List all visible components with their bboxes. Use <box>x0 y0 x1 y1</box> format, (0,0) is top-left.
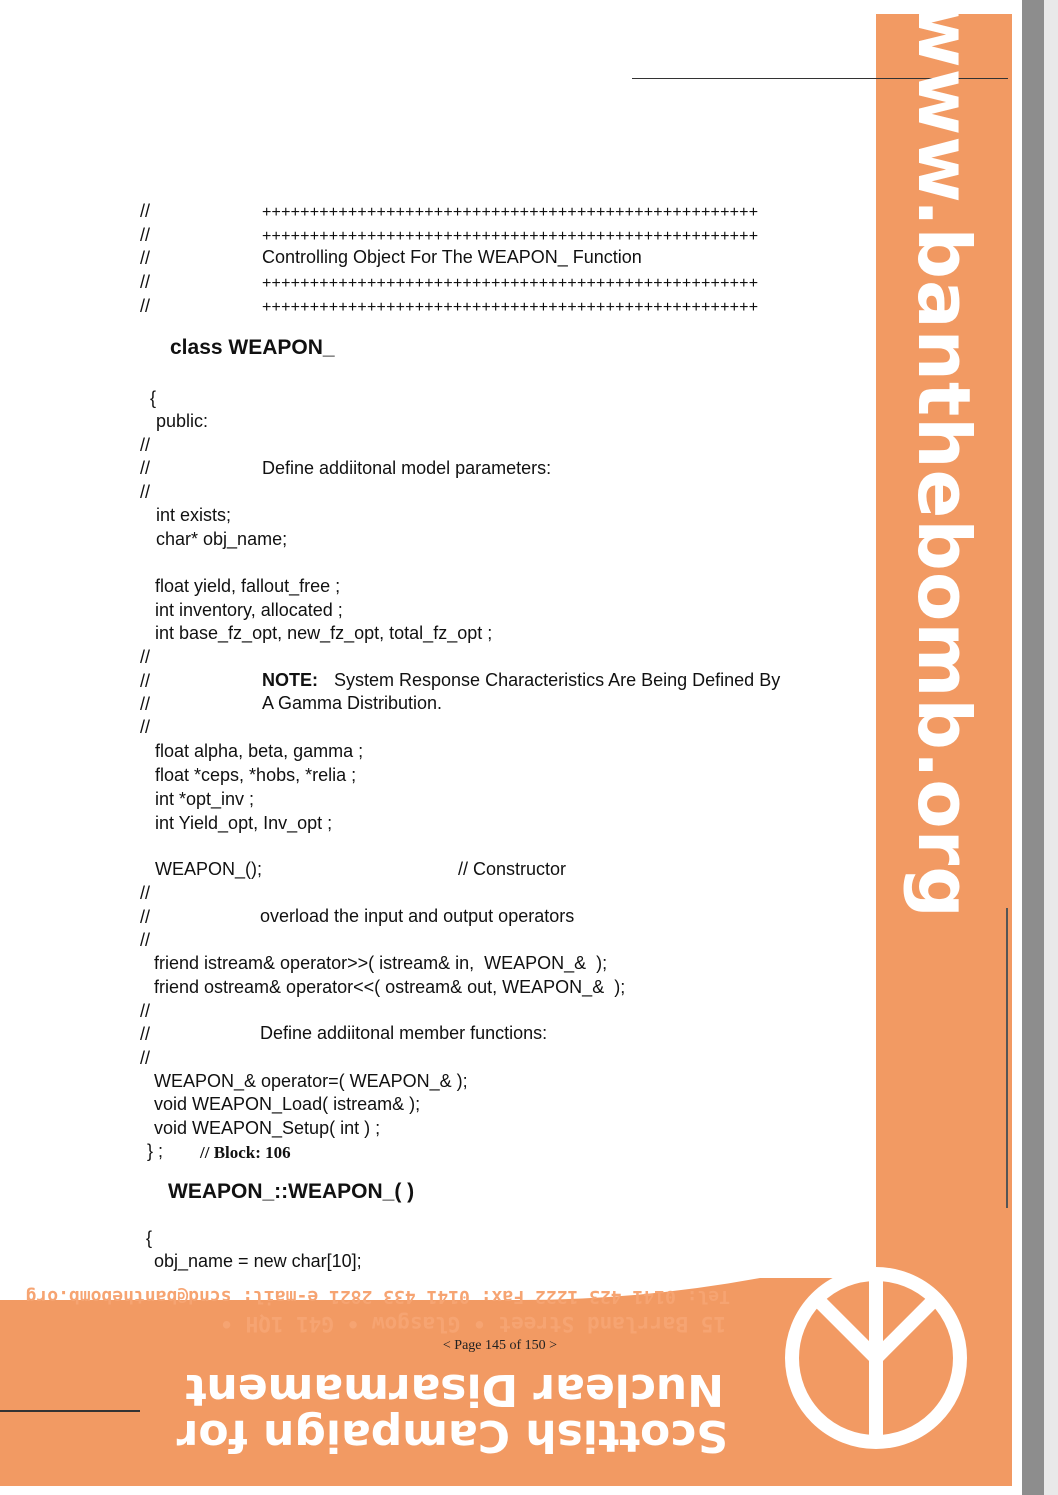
code-line: char* obj_name; <box>156 529 288 549</box>
comment-marker: // <box>140 225 151 245</box>
comment-marker: // <box>140 296 151 316</box>
comment-marker: // <box>140 647 151 667</box>
comment-marker: // <box>140 717 151 737</box>
footer-address: 15 Barrland Street • Glasgow • G41 1QH • <box>220 1312 726 1336</box>
note-text: System Response Characteristics Are Being Defined By <box>334 670 781 690</box>
constructor-heading: WEAPON_::WEAPON_( ) <box>168 1180 415 1203</box>
note-text: A Gamma Distribution. <box>262 693 443 713</box>
plus-rule: ++++++++++++++++++++++++++++++++++++++++++++++++++++ <box>262 275 759 292</box>
comment-marker: // <box>140 248 151 268</box>
scan-line-right <box>1006 908 1008 1208</box>
comment-marker: // <box>140 482 151 502</box>
code-comment: Define addiitonal model parameters: <box>262 458 552 478</box>
code-line: float alpha, beta, gamma ; <box>155 741 364 761</box>
code-line: WEAPON_& operator=( WEAPON_& ); <box>154 1071 468 1091</box>
comment-marker: // <box>140 201 151 221</box>
code-line: int exists; <box>156 505 232 525</box>
comment-marker: // <box>140 694 151 714</box>
banner-title: Controlling Object For The WEAPON_ Function <box>262 247 642 267</box>
comment-marker: // <box>140 435 151 455</box>
comment-marker: // <box>140 883 151 903</box>
code-line: float *ceps, *hobs, *relia ; <box>155 765 357 785</box>
code-line: void WEAPON_Load( istream& ); <box>154 1094 421 1114</box>
code-line: } ; <box>147 1141 164 1161</box>
code-line: obj_name = new char[10]; <box>154 1251 362 1271</box>
plus-rule: ++++++++++++++++++++++++++++++++++++++++++++++++++++ <box>262 299 759 316</box>
comment-marker: // <box>140 930 151 950</box>
code-line: int inventory, allocated ; <box>155 600 343 620</box>
comment-marker: // <box>140 272 151 292</box>
comment-marker: // <box>140 671 151 691</box>
footer-contact: Tel: 0141 423 1222 Fax: 0141 433 2821 e-mail: scnd@banthebomb.org <box>25 1286 730 1307</box>
class-heading: class WEAPON_ <box>170 336 335 359</box>
org-name-line2: Nuclear Disarmament <box>185 1364 724 1415</box>
code-line: { <box>146 1228 153 1248</box>
comment-marker: // <box>140 1048 151 1068</box>
code-line: public: <box>156 411 209 431</box>
code-comment: // Constructor <box>458 859 567 879</box>
code-comment: Define addiitonal member functions: <box>260 1023 548 1043</box>
code-line: int base_fz_opt, new_fz_opt, total_fz_opt ; <box>155 623 493 643</box>
code-line: friend ostream& operator<<( ostream& out, WEAPON_& ); <box>154 977 626 997</box>
code-line: int *opt_inv ; <box>155 789 255 809</box>
page-number: < Page 145 of 150 > <box>442 1338 558 1353</box>
code-line: { <box>150 388 157 408</box>
code-line: void WEAPON_Setup( int ) ; <box>154 1118 381 1138</box>
org-name-line1: Scottish Campaign for <box>176 1410 728 1461</box>
plus-rule: ++++++++++++++++++++++++++++++++++++++++++++++++++++ <box>262 204 759 221</box>
note-label: NOTE: <box>262 670 318 690</box>
comment-marker: // <box>140 1001 151 1021</box>
block-comment: // Block: 106 <box>200 1143 291 1162</box>
code-line: float yield, fallout_free ; <box>155 576 341 596</box>
comment-marker: // <box>140 458 151 478</box>
code-line: int Yield_opt, Inv_opt ; <box>155 813 333 833</box>
code-line: friend istream& operator>>( istream& in, WEAPON_& ); <box>154 953 608 973</box>
comment-marker: // <box>140 907 151 927</box>
peace-symbol-icon <box>776 1258 976 1458</box>
comment-marker: // <box>140 1024 151 1044</box>
plus-rule: ++++++++++++++++++++++++++++++++++++++++++++++++++++ <box>262 228 759 245</box>
code-line: WEAPON_(); <box>155 859 263 879</box>
code-comment: overload the input and output operators <box>260 906 575 926</box>
scan-edge-light <box>1044 0 1058 1495</box>
scan-edge-bar <box>1022 0 1044 1495</box>
website-url: www.banthebomb.org <box>902 1 986 919</box>
scan-line-bottom <box>0 1410 140 1412</box>
